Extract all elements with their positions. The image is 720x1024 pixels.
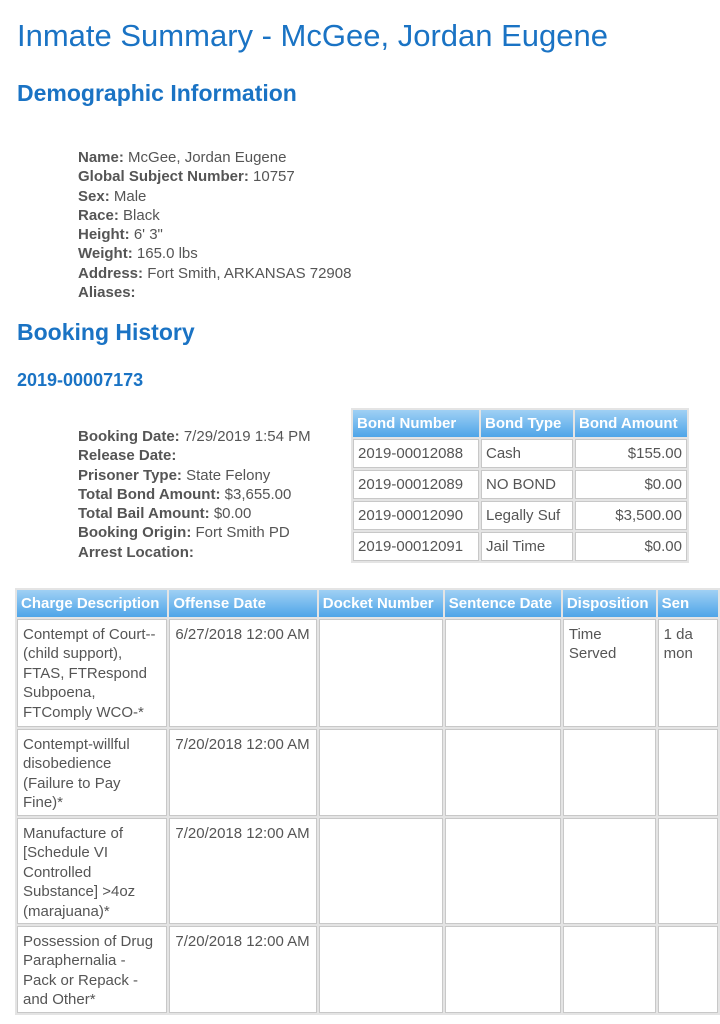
field-value: 165.0 lbs: [136, 245, 198, 263]
field-sex: [78, 187, 351, 206]
field-value: Fort Smith, ARKANSAS 72908: [147, 264, 352, 282]
column-header-bond-type: Bond Type: [481, 410, 573, 437]
field-weight: [78, 244, 351, 263]
docket-number-cell: [319, 818, 443, 924]
disposition-cell: [563, 926, 656, 1013]
column-header-sentence-date: Sentence Date: [445, 590, 561, 617]
column-header-sentence: Sen: [658, 590, 718, 617]
sentence-cell: [658, 818, 718, 924]
booking-history-heading: Booking History: [17, 319, 195, 345]
charge-description-cell: Manufacture of [Schedule VI Controlled Substance] >4oz (marajuana)*: [17, 818, 167, 924]
sentence-cell: [658, 729, 718, 816]
field-global-subject-number: [78, 167, 351, 186]
demographic-info: [78, 148, 351, 302]
field-height: [78, 225, 351, 244]
field-release-date: [78, 446, 311, 465]
table-row: [353, 532, 687, 561]
field-value: State Felony: [186, 466, 271, 484]
offense-date-cell: 7/20/2018 12:00 AM: [169, 818, 316, 924]
charge-table: [15, 588, 720, 1015]
table-row: [353, 439, 687, 468]
table-row: [353, 470, 687, 499]
field-label: Name:: [78, 149, 124, 166]
field-value: Male: [113, 187, 147, 205]
disposition-cell: [563, 729, 656, 816]
charge-description-cell: Contempt-willful disobedience (Failure to Pay Fine)*: [17, 729, 167, 816]
sentence-cell: 1 da mon: [658, 619, 718, 727]
table-row: [353, 501, 687, 530]
booking-number: 2019-00007173: [17, 370, 144, 390]
field-value: Black: [123, 206, 160, 224]
column-header-docket-number: Docket Number: [319, 590, 443, 617]
field-race: [78, 206, 351, 225]
column-header-bond-amount: Bond Amount: [575, 410, 687, 437]
field-value: $0.00: [213, 505, 252, 523]
bond-number-cell: 2019-00012088: [353, 439, 479, 468]
field-booking-origin: [78, 523, 311, 542]
bond-type-cell: Jail Time: [481, 532, 573, 561]
field-total-bail-amount: [78, 504, 311, 523]
column-header-offense-date: Offense Date: [169, 590, 316, 617]
field-value: 7/29/2019 1:54 PM: [183, 428, 311, 445]
field-label: Total Bond Amount:: [78, 485, 221, 503]
bond-number-cell: 2019-00012089: [353, 470, 479, 499]
bond-type-cell: NO BOND: [481, 470, 573, 499]
sentence-date-cell: [445, 818, 561, 924]
bond-amount-cell: $0.00: [575, 470, 687, 499]
field-label: Weight:: [78, 245, 133, 263]
field-label: Global Subject Number:: [78, 168, 249, 186]
column-header-charge-description: Charge Description: [17, 590, 167, 617]
field-name: [78, 148, 351, 167]
bond-amount-cell: $155.00: [575, 439, 687, 468]
bond-type-cell: Cash: [481, 439, 573, 468]
field-value: 10757: [253, 168, 295, 186]
table-row: [17, 729, 718, 816]
field-value: 6' 3": [133, 226, 163, 244]
offense-date-cell: 7/20/2018 12:00 AM: [169, 926, 316, 1013]
table-row: [17, 619, 718, 727]
charge-table-header-row: [17, 590, 718, 617]
field-label: Release Date:: [78, 447, 177, 465]
bond-table-header-row: [353, 410, 687, 437]
disposition-cell: [563, 818, 656, 924]
docket-number-cell: [319, 729, 443, 816]
sentence-date-cell: [445, 619, 561, 727]
column-header-bond-number: Bond Number: [353, 410, 479, 437]
offense-date-cell: 7/20/2018 12:00 AM: [169, 729, 316, 816]
charge-description-cell: Possession of Drug Paraphernalia - Pack or Repack - and Other*: [17, 926, 167, 1013]
disposition-cell: Time Served: [563, 619, 656, 727]
table-row: [17, 818, 718, 924]
field-total-bond-amount: [78, 485, 311, 504]
column-header-disposition: Disposition: [563, 590, 656, 617]
sentence-date-cell: [445, 926, 561, 1013]
charge-description-cell: Contempt of Court--(child support), FTAS, FTRespond Subpoena, FTComply WCO-*: [17, 619, 167, 727]
field-address: [78, 264, 351, 283]
field-label: Prisoner Type:: [78, 466, 182, 484]
field-label: Height:: [78, 226, 130, 244]
field-label: Address:: [78, 264, 144, 282]
bond-amount-cell: $3,500.00: [575, 501, 687, 530]
docket-number-cell: [319, 926, 443, 1013]
offense-date-cell: 6/27/2018 12:00 AM: [169, 619, 316, 727]
bond-number-cell: 2019-00012091: [353, 532, 479, 561]
field-booking-date: [78, 427, 311, 446]
page-title: Inmate Summary - McGee, Jordan Eugene: [17, 18, 608, 53]
field-arrest-location: [78, 543, 311, 562]
table-row: [17, 926, 718, 1013]
field-value: $3,655.00: [224, 485, 292, 503]
field-label: Aliases:: [78, 284, 136, 302]
field-label: Booking Date:: [78, 428, 180, 445]
field-value: Fort Smith PD: [195, 524, 290, 542]
sentence-date-cell: [445, 729, 561, 816]
bond-table: [351, 408, 689, 563]
docket-number-cell: [319, 619, 443, 727]
field-prisoner-type: [78, 466, 311, 485]
field-label: Booking Origin:: [78, 524, 192, 542]
demographic-heading: Demographic Information: [17, 80, 297, 106]
sentence-cell: [658, 926, 718, 1013]
booking-info: [78, 427, 311, 562]
bond-type-cell: Legally Suf: [481, 501, 573, 530]
bond-number-cell: 2019-00012090: [353, 501, 479, 530]
bond-amount-cell: $0.00: [575, 532, 687, 561]
field-value: McGee, Jordan Eugene: [128, 149, 287, 166]
field-label: Race:: [78, 206, 119, 224]
field-label: Sex:: [78, 187, 110, 205]
field-label: Total Bail Amount:: [78, 505, 210, 523]
field-label: Arrest Location:: [78, 543, 194, 561]
field-aliases: [78, 283, 351, 302]
